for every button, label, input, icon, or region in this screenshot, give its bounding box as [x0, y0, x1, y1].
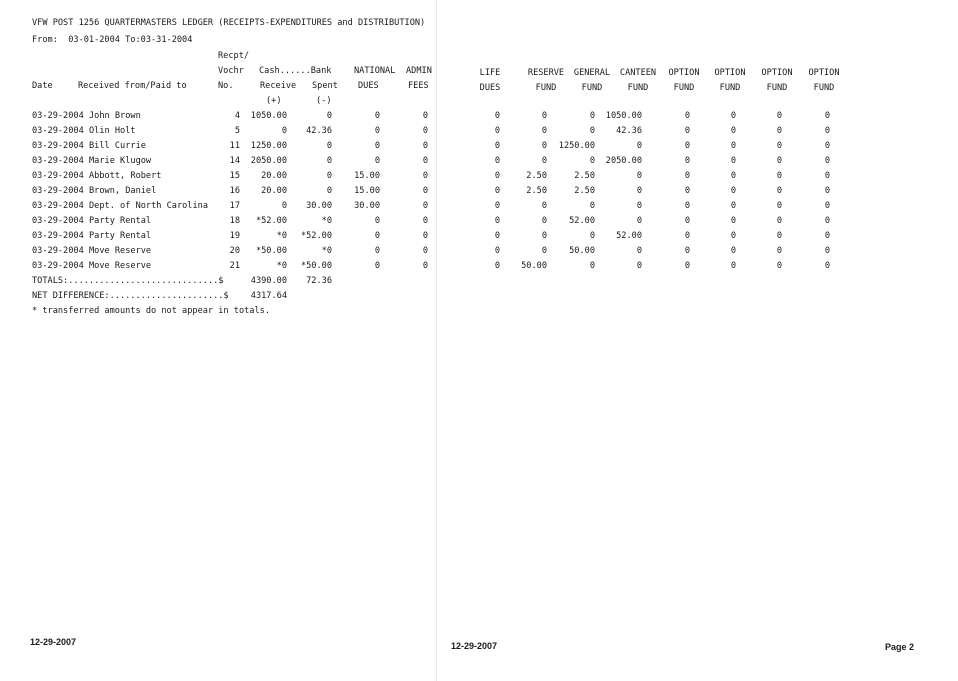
- row-fund-7: 0: [776, 171, 782, 181]
- row-receive: 0: [281, 201, 287, 211]
- row-fund-7: 0: [776, 186, 782, 196]
- row-receive: 2050.00: [250, 156, 287, 166]
- row-fund-2: 0: [541, 126, 547, 136]
- row-date: 03-29-2004: [32, 231, 84, 241]
- row-fund-6: 0: [730, 201, 736, 211]
- row-fund-2: 0: [541, 141, 547, 151]
- row-voucher-no: 16: [229, 186, 240, 196]
- row-name: John Brown: [89, 111, 141, 121]
- totals-label: TOTALS:.............................$: [32, 276, 224, 286]
- row-fund-3: 0: [589, 231, 595, 241]
- header-spent: Spent: [312, 81, 338, 91]
- row-national-dues: 0: [374, 246, 380, 256]
- footer-date-left: 12-29-2007: [30, 637, 77, 647]
- fund-header-1-bottom: DUES: [479, 83, 501, 93]
- row-fund-6: 0: [730, 141, 736, 151]
- row-fund-1: 0: [494, 186, 500, 196]
- row-fund-2: 0: [541, 231, 547, 241]
- row-fund-3: 0: [589, 261, 595, 271]
- row-spent: 42.36: [306, 126, 332, 136]
- row-spent: *0: [321, 246, 332, 256]
- header-admin: ADMIN: [406, 66, 432, 76]
- row-fund-8: 0: [824, 201, 830, 211]
- row-name: Party Rental: [89, 216, 152, 226]
- row-voucher-no: 17: [229, 201, 240, 211]
- row-admin-fees: 0: [422, 141, 428, 151]
- header-cash-bank: Cash......Bank: [259, 66, 332, 76]
- row-fund-7: 0: [776, 141, 782, 151]
- row-fund-1: 0: [494, 171, 500, 181]
- row-fund-6: 0: [730, 261, 736, 271]
- row-fund-1: 0: [494, 201, 500, 211]
- row-receive: 1250.00: [250, 141, 287, 151]
- row-date: 03-29-2004: [32, 156, 84, 166]
- net-difference-value: 4317.64: [250, 291, 287, 301]
- row-fund-4: 2050.00: [605, 156, 642, 166]
- row-fund-6: 0: [730, 111, 736, 121]
- row-fund-8: 0: [824, 186, 830, 196]
- fund-header-4-top: CANTEEN: [619, 68, 657, 78]
- row-fund-1: 0: [494, 246, 500, 256]
- row-fund-8: 0: [824, 126, 830, 136]
- row-fund-7: 0: [776, 261, 782, 271]
- row-admin-fees: 0: [422, 156, 428, 166]
- row-fund-8: 0: [824, 171, 830, 181]
- row-date: 03-29-2004: [32, 186, 84, 196]
- date-range: From: 03-01-2004 To:03-31-2004: [32, 35, 193, 45]
- row-voucher-no: 14: [229, 156, 240, 166]
- row-fund-5: 0: [684, 111, 690, 121]
- row-fund-4: 0: [636, 246, 642, 256]
- row-fund-1: 0: [494, 261, 500, 271]
- ledger-title: VFW POST 1256 QUARTERMASTERS LEDGER (RECEIPTS-EXPENDITURES and DISTRIBUTION): [32, 18, 426, 28]
- row-name: Marie Klugow: [89, 156, 152, 166]
- row-fund-4: 0: [636, 141, 642, 151]
- row-fund-6: 0: [730, 246, 736, 256]
- totals-receive: 4390.00: [250, 276, 287, 286]
- row-admin-fees: 0: [422, 171, 428, 181]
- row-fund-7: 0: [776, 216, 782, 226]
- row-fund-5: 0: [684, 201, 690, 211]
- row-spent: *52.00: [300, 231, 332, 241]
- row-receive: *52.00: [255, 216, 287, 226]
- row-fund-5: 0: [684, 216, 690, 226]
- row-receive: *50.00: [255, 246, 287, 256]
- row-fund-6: 0: [730, 216, 736, 226]
- fund-header-3-top: GENERAL: [573, 68, 611, 78]
- row-name: Move Reserve: [89, 246, 152, 256]
- row-fund-4: 0: [636, 171, 642, 181]
- row-voucher-no: 11: [229, 141, 240, 151]
- row-fund-7: 0: [776, 231, 782, 241]
- row-fund-8: 0: [824, 231, 830, 241]
- row-fund-8: 0: [824, 246, 830, 256]
- footer-date-center: 12-29-2007: [451, 641, 498, 651]
- row-fund-7: 0: [776, 156, 782, 166]
- row-fund-7: 0: [776, 246, 782, 256]
- fund-header-8-top: OPTION: [808, 68, 840, 78]
- row-fund-5: 0: [684, 171, 690, 181]
- row-spent: 0: [326, 141, 332, 151]
- totals-spent: 72.36: [306, 276, 332, 286]
- row-fund-3: 0: [589, 201, 595, 211]
- row-spent: 0: [326, 171, 332, 181]
- row-date: 03-29-2004: [32, 141, 84, 151]
- row-spent: *0: [321, 216, 332, 226]
- row-fund-4: 0: [636, 201, 642, 211]
- row-fund-4: 42.36: [616, 126, 642, 136]
- row-fund-5: 0: [684, 231, 690, 241]
- fund-header-6-top: OPTION: [714, 68, 746, 78]
- row-voucher-no: 18: [229, 216, 240, 226]
- row-fund-8: 0: [824, 141, 830, 151]
- row-fund-3: 1250.00: [558, 141, 595, 151]
- row-name: Olin Holt: [89, 126, 136, 136]
- row-fund-6: 0: [730, 186, 736, 196]
- fund-header-1-top: LIFE: [479, 68, 501, 78]
- row-fund-3: 52.00: [569, 216, 595, 226]
- row-date: 03-29-2004: [32, 111, 84, 121]
- row-voucher-no: 20: [229, 246, 240, 256]
- row-national-dues: 0: [374, 231, 380, 241]
- page-seam: [436, 0, 437, 681]
- row-voucher-no: 21: [229, 261, 240, 271]
- row-receive: 0: [281, 126, 287, 136]
- row-receive: 20.00: [261, 186, 287, 196]
- row-spent: 0: [326, 186, 332, 196]
- row-fund-6: 0: [730, 171, 736, 181]
- row-fund-5: 0: [684, 156, 690, 166]
- row-fund-2: 0: [541, 216, 547, 226]
- fund-header-8-bottom: FUND: [813, 83, 835, 93]
- row-fund-3: 50.00: [569, 246, 595, 256]
- row-national-dues: 30.00: [354, 201, 380, 211]
- row-name: Dept. of North Carolina: [89, 201, 208, 211]
- row-fund-2: 0: [541, 201, 547, 211]
- row-voucher-no: 15: [229, 171, 240, 181]
- row-fund-1: 0: [494, 156, 500, 166]
- row-fund-7: 0: [776, 111, 782, 121]
- row-admin-fees: 0: [422, 126, 428, 136]
- row-fund-2: 50.00: [521, 261, 547, 271]
- row-fund-4: 0: [636, 186, 642, 196]
- row-fund-8: 0: [824, 156, 830, 166]
- row-spent: 0: [326, 111, 332, 121]
- row-fund-4: 0: [636, 216, 642, 226]
- row-name: Party Rental: [89, 231, 152, 241]
- row-national-dues: 15.00: [354, 186, 380, 196]
- row-fund-1: 0: [494, 231, 500, 241]
- header-received: Received from/Paid to: [78, 81, 187, 91]
- header-recpt: Recpt/: [218, 51, 250, 61]
- fund-header-2-top: RESERVE: [527, 68, 565, 78]
- row-fund-2: 0: [541, 246, 547, 256]
- fund-header-6-bottom: FUND: [719, 83, 741, 93]
- row-fund-8: 0: [824, 261, 830, 271]
- row-fund-5: 0: [684, 246, 690, 256]
- fund-header-5-top: OPTION: [668, 68, 700, 78]
- row-fund-8: 0: [824, 216, 830, 226]
- row-fund-5: 0: [684, 126, 690, 136]
- row-fund-1: 0: [494, 111, 500, 121]
- row-national-dues: 0: [374, 111, 380, 121]
- row-fund-2: 0: [541, 111, 547, 121]
- row-name: Bill Currie: [89, 141, 146, 151]
- row-date: 03-29-2004: [32, 216, 84, 226]
- header-receive: Receive: [260, 81, 297, 91]
- header-fees: FEES: [408, 81, 429, 91]
- row-date: 03-29-2004: [32, 246, 84, 256]
- row-fund-5: 0: [684, 261, 690, 271]
- fund-header-3-bottom: FUND: [581, 83, 603, 93]
- row-spent: 30.00: [306, 201, 332, 211]
- row-fund-4: 1050.00: [605, 111, 642, 121]
- header-date: Date: [32, 81, 53, 91]
- row-fund-5: 0: [684, 141, 690, 151]
- row-voucher-no: 5: [234, 126, 240, 136]
- row-fund-1: 0: [494, 126, 500, 136]
- row-fund-6: 0: [730, 231, 736, 241]
- fund-header-2-bottom: FUND: [535, 83, 557, 93]
- header-national: NATIONAL: [354, 66, 396, 76]
- row-fund-3: 2.50: [574, 171, 595, 181]
- row-fund-8: 0: [824, 111, 830, 121]
- header-dues: DUES: [358, 81, 379, 91]
- row-spent: 0: [326, 156, 332, 166]
- row-date: 03-29-2004: [32, 126, 84, 136]
- row-fund-3: 0: [589, 111, 595, 121]
- row-admin-fees: 0: [422, 231, 428, 241]
- row-fund-2: 0: [541, 156, 547, 166]
- row-receive: *0: [276, 231, 287, 241]
- header-vochr: Vochr: [218, 66, 244, 76]
- header-no: No.: [218, 81, 234, 91]
- row-date: 03-29-2004: [32, 171, 84, 181]
- net-difference-label: NET DIFFERENCE:......................$: [32, 291, 229, 301]
- row-date: 03-29-2004: [32, 261, 84, 271]
- row-name: Move Reserve: [89, 261, 152, 271]
- row-receive: 1050.00: [250, 111, 287, 121]
- row-receive: *0: [276, 261, 287, 271]
- fund-header-5-bottom: FUND: [673, 83, 695, 93]
- header-minus: (-): [316, 96, 332, 106]
- row-voucher-no: 19: [229, 231, 240, 241]
- row-fund-1: 0: [494, 216, 500, 226]
- row-fund-3: 0: [589, 126, 595, 136]
- row-admin-fees: 0: [422, 186, 428, 196]
- transfer-note: * transferred amounts do not appear in totals.: [32, 306, 270, 316]
- row-admin-fees: 0: [422, 201, 428, 211]
- row-national-dues: 15.00: [354, 171, 380, 181]
- row-fund-7: 0: [776, 126, 782, 136]
- row-fund-3: 0: [589, 156, 595, 166]
- row-date: 03-29-2004: [32, 201, 84, 211]
- row-admin-fees: 0: [422, 111, 428, 121]
- row-receive: 20.00: [261, 171, 287, 181]
- row-fund-6: 0: [730, 156, 736, 166]
- page-number: Page 2: [885, 642, 915, 652]
- row-fund-3: 2.50: [574, 186, 595, 196]
- row-name: Abbott, Robert: [89, 171, 162, 181]
- row-national-dues: 0: [374, 216, 380, 226]
- row-fund-1: 0: [494, 141, 500, 151]
- row-fund-6: 0: [730, 126, 736, 136]
- row-fund-2: 2.50: [526, 171, 547, 181]
- row-fund-4: 52.00: [616, 231, 642, 241]
- header-plus: (+): [266, 96, 282, 106]
- row-national-dues: 0: [374, 156, 380, 166]
- row-fund-5: 0: [684, 186, 690, 196]
- row-name: Brown, Daniel: [89, 186, 157, 196]
- row-admin-fees: 0: [422, 216, 428, 226]
- row-fund-4: 0: [636, 261, 642, 271]
- row-fund-7: 0: [776, 201, 782, 211]
- row-spent: *50.00: [300, 261, 332, 271]
- fund-header-4-bottom: FUND: [627, 83, 649, 93]
- fund-header-7-bottom: FUND: [766, 83, 788, 93]
- row-national-dues: 0: [374, 261, 380, 271]
- row-voucher-no: 4: [234, 111, 240, 121]
- row-admin-fees: 0: [422, 261, 428, 271]
- row-fund-2: 2.50: [526, 186, 547, 196]
- row-national-dues: 0: [374, 141, 380, 151]
- row-admin-fees: 0: [422, 246, 428, 256]
- fund-header-7-top: OPTION: [761, 68, 793, 78]
- row-national-dues: 0: [374, 126, 380, 136]
